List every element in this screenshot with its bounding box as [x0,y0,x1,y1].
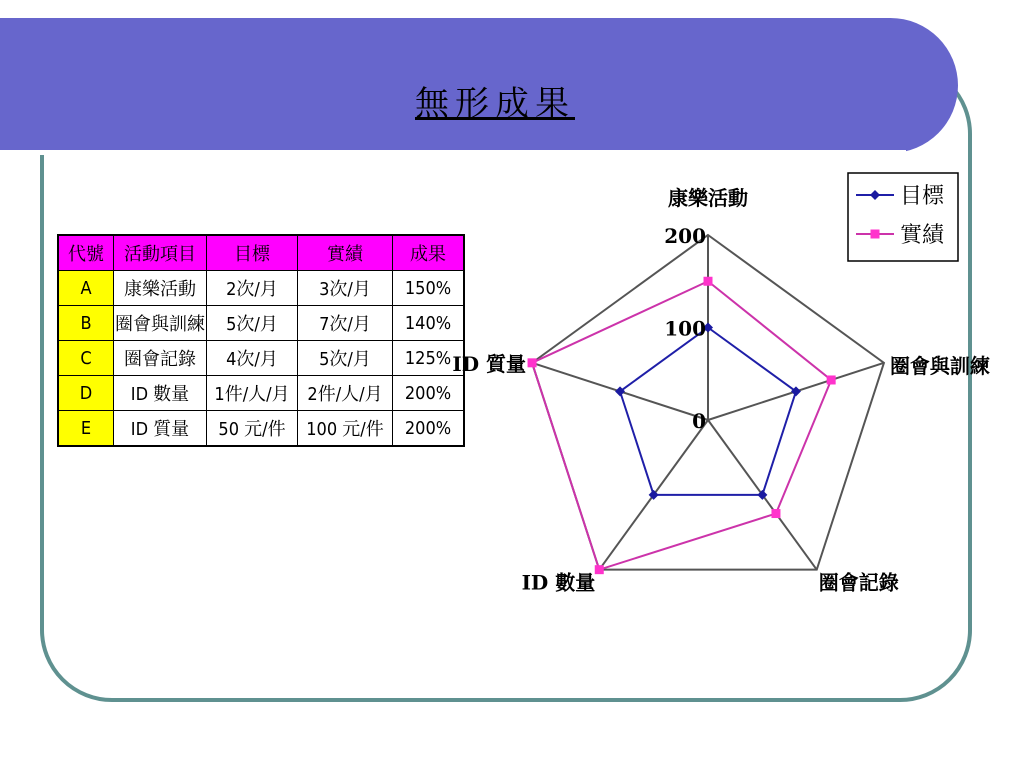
cell-item: 圈會與訓練 [114,306,207,341]
chart-legend [848,173,958,261]
cell-code: C [58,341,114,376]
category-label: 康樂活動 [668,186,748,210]
table-row [58,376,464,411]
data-point [771,509,780,518]
radar-chart [452,165,1015,605]
cell-result: 150% [393,271,465,306]
legend-label: 實績 [900,223,945,248]
cell-actual: 7次/月 [298,306,393,341]
header-actual: 實績 [298,235,393,271]
cell-actual: 100 元/件 [298,411,393,447]
cell-item: 圈會記錄 [114,341,207,376]
axis-tick-label: 100 [664,316,706,341]
data-point [528,358,537,367]
cell-target: 5次/月 [207,306,298,341]
table-row [58,411,464,447]
header-code: 代號 [58,235,114,271]
cell-code: D [58,376,114,411]
axis-tick-label: 0 [692,409,706,433]
cell-result: 200% [393,376,465,411]
results-table [57,234,465,447]
category-label: ID 質量 [452,351,527,376]
cell-actual: 5次/月 [298,341,393,376]
cell-item: ID 質量 [114,411,207,447]
table-row [58,341,464,376]
header-result: 成果 [393,235,465,271]
cell-code: B [58,306,114,341]
axis-tick-label: 200 [664,224,706,248]
cell-target: 4次/月 [207,341,298,376]
table-row [58,271,464,306]
category-label: ID 數量 [521,570,596,595]
title-rule [0,150,906,155]
cell-target: 2次/月 [207,271,298,306]
cell-code: E [58,411,114,447]
category-label: 圈會與訓練 [889,353,990,378]
cell-target: 50 元/件 [207,411,298,447]
header-target: 目標 [207,235,298,271]
data-point [595,565,604,574]
legend-marker [871,230,880,239]
header-item: 活動項目 [114,235,207,271]
cell-target: 1件/人/月 [207,376,298,411]
slide-title: 無形成果 [415,84,575,124]
cell-result: 140% [393,306,465,341]
category-label: 圈會記錄 [818,570,899,595]
data-point [827,375,836,384]
table-header-row [58,235,464,271]
cell-item: 康樂活動 [114,271,207,306]
table-row [58,306,464,341]
cell-actual: 2件/人/月 [298,376,393,411]
cell-result: 125% [393,341,465,376]
cell-code: A [58,271,114,306]
cell-result: 200% [393,411,465,447]
data-point [704,277,713,286]
legend-label: 目標 [900,184,945,209]
cell-actual: 3次/月 [298,271,393,306]
cell-item: ID 數量 [114,376,207,411]
